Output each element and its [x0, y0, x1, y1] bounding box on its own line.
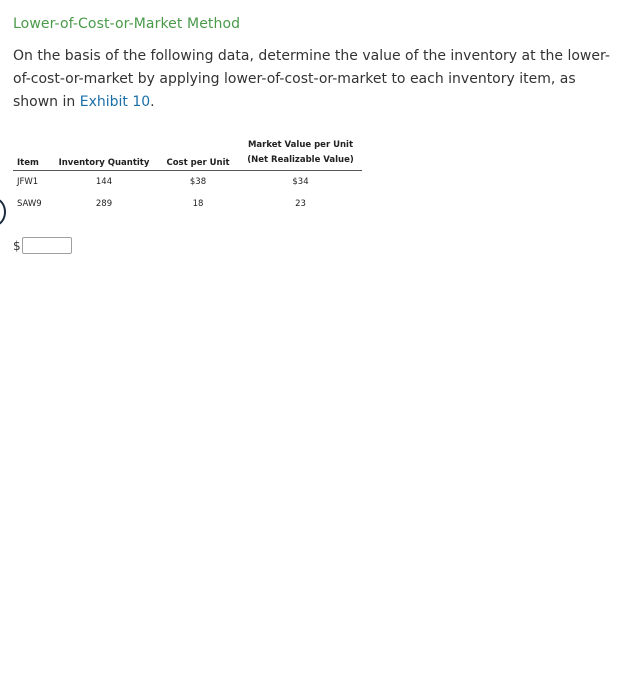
currency-symbol: $ [13, 238, 21, 253]
header-market-line2: (Net Realizable Value) [247, 155, 354, 165]
inventory-table [13, 136, 362, 215]
question-body: On the basis of the following data, determine the value of the inventory at the lower-of-cost-or-market by applying lower-of-cost-or-market to each inventory item, as shown in [13, 48, 610, 110]
header-market-line1: Market Value per Unit [247, 140, 354, 150]
header-cost: Cost per Unit [157, 136, 239, 171]
question-end: . [150, 94, 155, 110]
question-marker-icon [0, 198, 6, 226]
exhibit-link[interactable]: Exhibit 10 [79, 94, 151, 110]
cell-market: $34 [292, 177, 309, 187]
answer-row [13, 237, 72, 254]
header-quantity: Inventory Quantity [51, 136, 157, 171]
cell-item: SAW9 [17, 199, 42, 209]
cell-item: JFW1 [17, 177, 39, 187]
cell-cost: 18 [192, 199, 204, 209]
cell-cost: $38 [189, 177, 207, 187]
cell-market: 23 [295, 199, 306, 209]
table-header-row [13, 136, 362, 171]
table-row [13, 193, 362, 215]
cell-quantity: 289 [95, 199, 113, 209]
question-text [13, 45, 613, 114]
page-title: Lower-of-Cost-or-Market Method [13, 16, 241, 32]
table-row [13, 171, 362, 194]
header-market [239, 136, 362, 171]
header-item: Item [13, 136, 51, 171]
inventory-value-input[interactable] [22, 237, 72, 254]
cell-quantity: 144 [95, 177, 113, 187]
